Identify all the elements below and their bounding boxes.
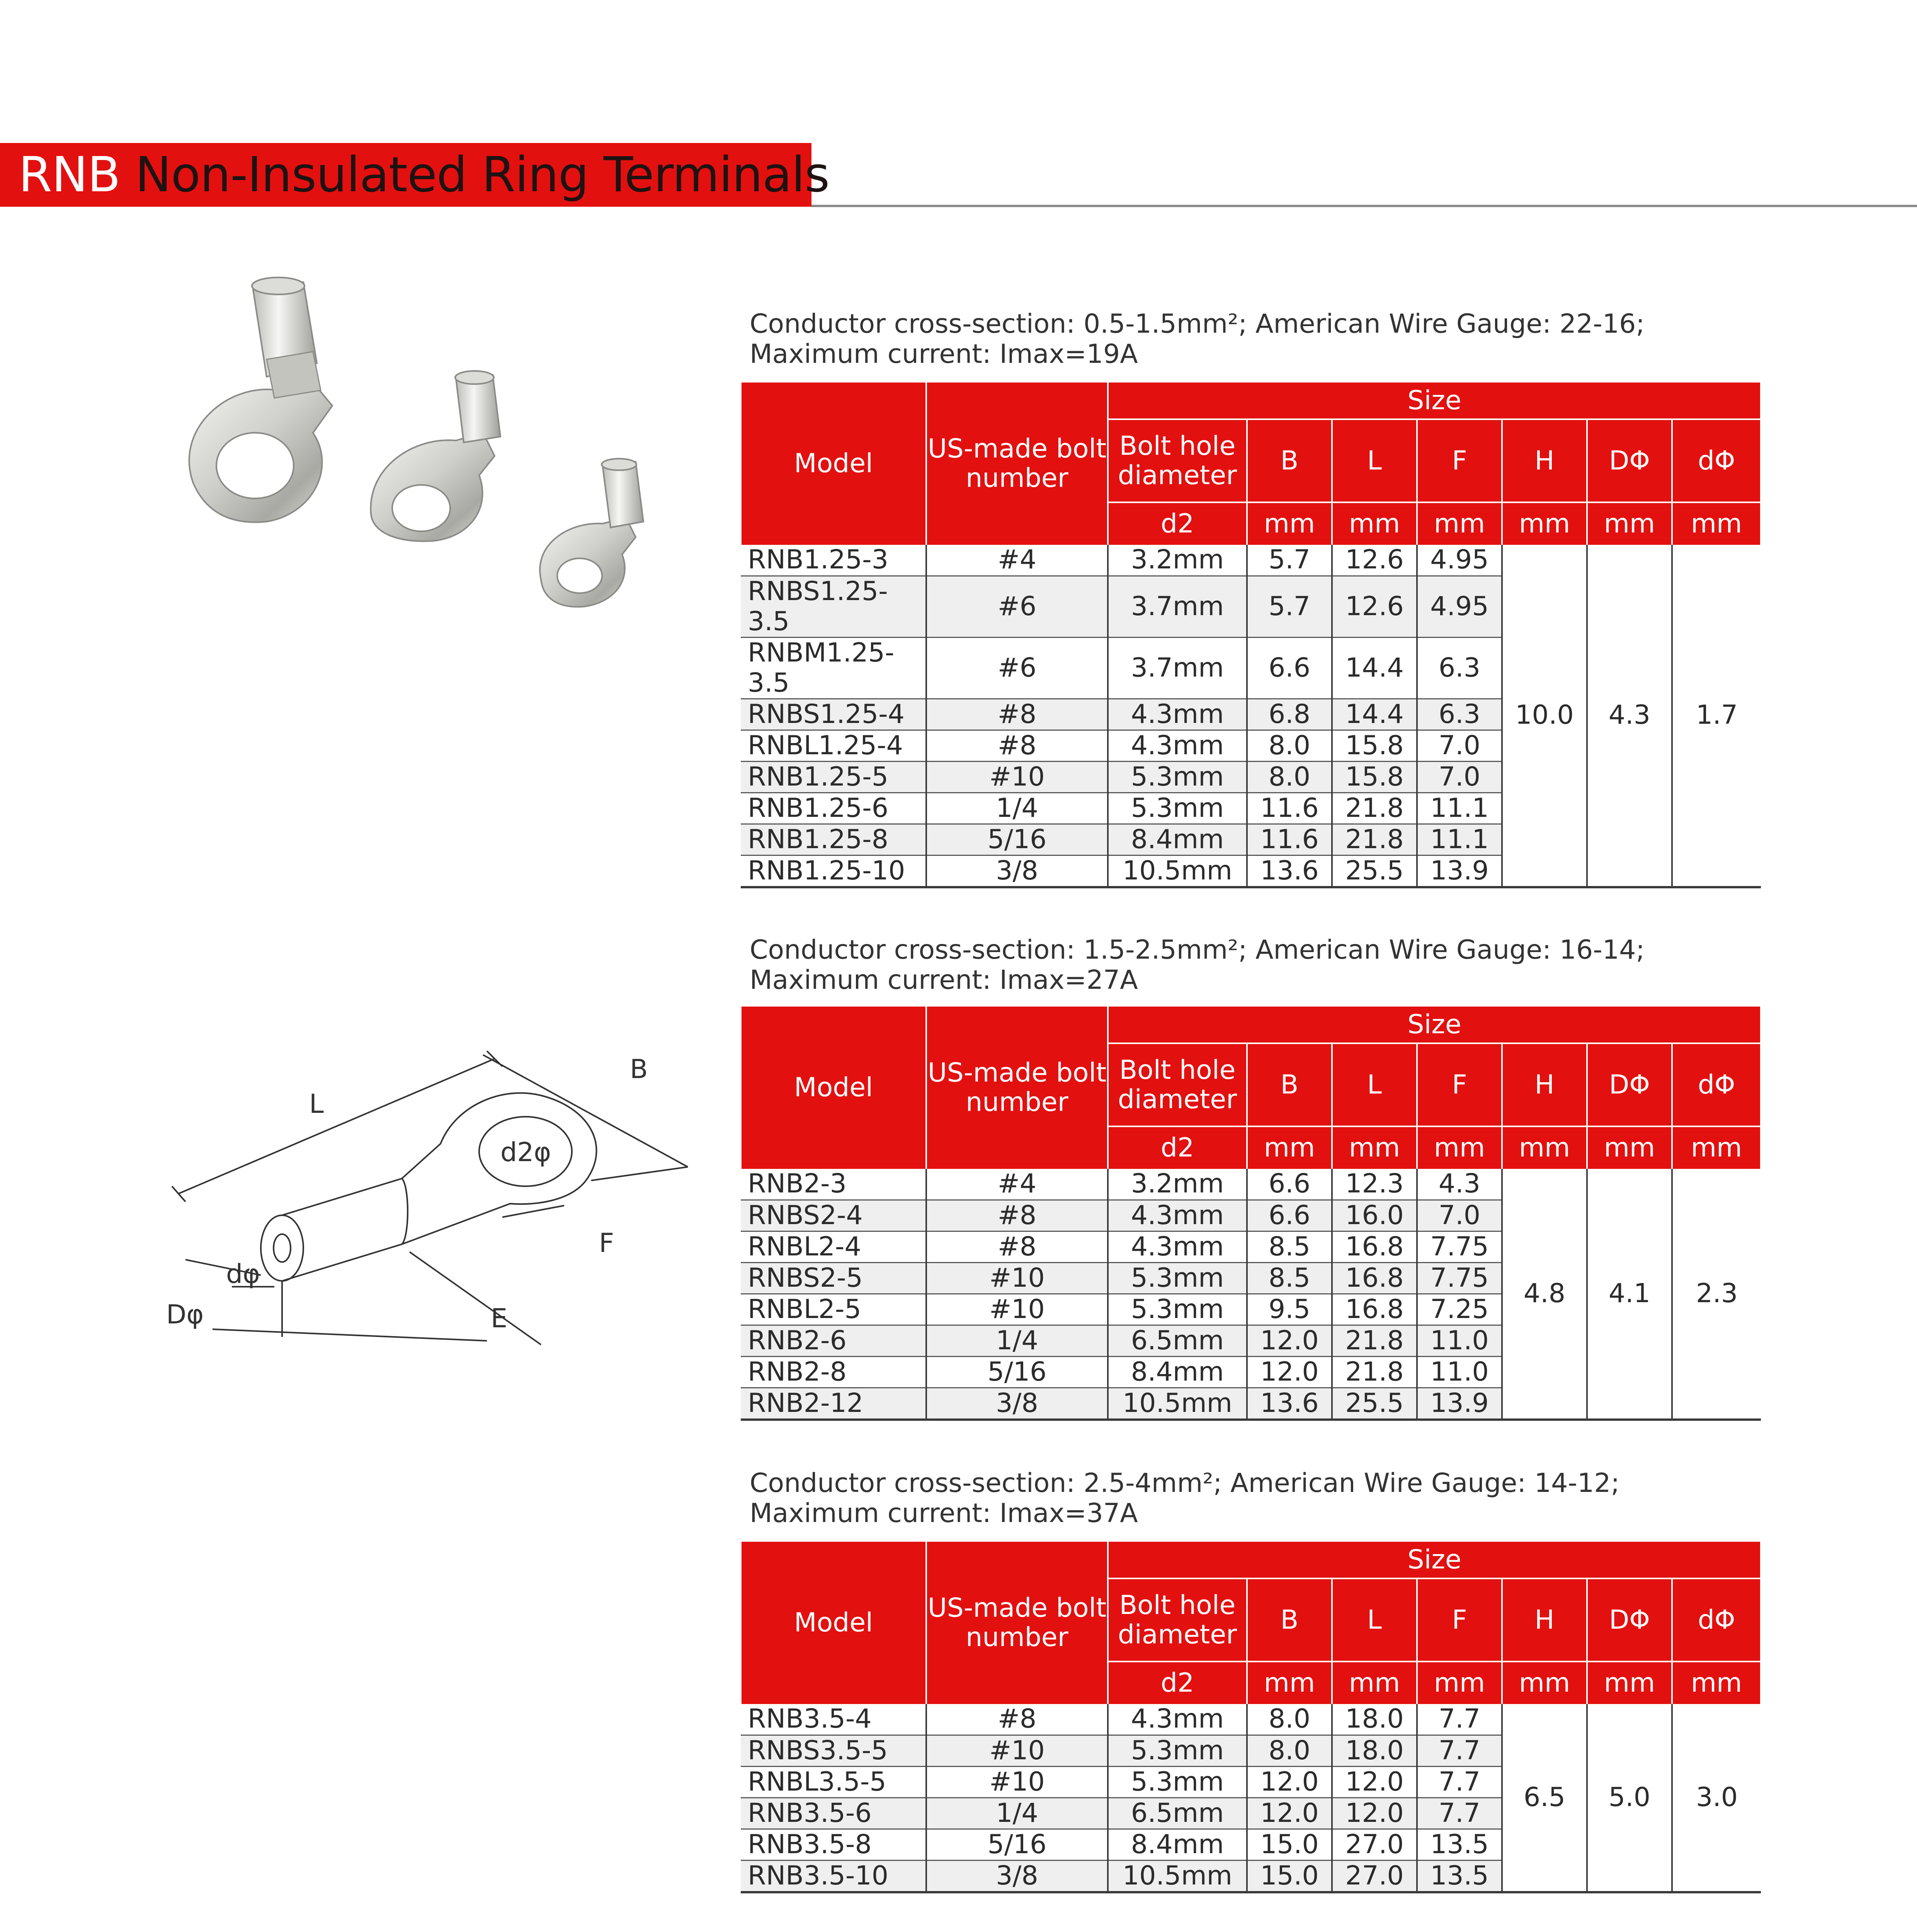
section-caption — [750, 1468, 1793, 1529]
cell-f: 4.3 — [1417, 1169, 1502, 1200]
cell-f: 7.75 — [1417, 1262, 1502, 1294]
cell-h-value: 6.5 — [1502, 1704, 1587, 1892]
col-header-l: L — [1332, 1043, 1417, 1126]
terminal-medium — [371, 371, 500, 541]
cell-model: RNB1.25-10 — [741, 855, 926, 887]
header-rule — [811, 205, 1917, 207]
cell-model: RNB2-6 — [741, 1325, 926, 1356]
cell-model: RNBS2-5 — [741, 1262, 926, 1294]
caption-line: Conductor cross-section: 1.5-2.5mm²; American Wire Gauge: 16-14; — [750, 935, 1645, 965]
col-header-bolt-hole: Bolt hole diameter — [1108, 419, 1247, 502]
cell-b: 12.0 — [1247, 1766, 1332, 1798]
cell-f: 7.7 — [1417, 1798, 1502, 1829]
cell-b: 8.5 — [1247, 1262, 1332, 1294]
col-header-unit: mm — [1502, 1662, 1587, 1704]
col-header-l: L — [1332, 1578, 1417, 1662]
cell-f: 13.5 — [1417, 1829, 1502, 1860]
cell-b: 13.6 — [1247, 1388, 1332, 1420]
col-header-d2: d2 — [1108, 1662, 1247, 1704]
cell-us-bolt: #8 — [926, 699, 1108, 730]
col-header-size: Size — [1108, 383, 1761, 419]
cell-d-value: 4.3 — [1587, 545, 1672, 887]
cell-bolt-hole: 5.3mm — [1108, 1735, 1247, 1766]
cell-bolt-hole: 5.3mm — [1108, 1766, 1247, 1798]
cell-us-bolt: 5/16 — [926, 1356, 1108, 1388]
cell-bolt-hole: 3.7mm — [1108, 576, 1247, 637]
cell-f: 11.1 — [1417, 824, 1502, 855]
col-header-d: dΦ — [1672, 419, 1761, 502]
col-header-d: DΦ — [1587, 1043, 1672, 1126]
cell-us-bolt: #10 — [926, 1766, 1108, 1798]
col-header-unit: mm — [1247, 1662, 1332, 1704]
cell-model: RNB3.5-10 — [741, 1860, 926, 1892]
cell-d-value: 5.0 — [1587, 1704, 1672, 1892]
cell-model: RNB1.25-8 — [741, 824, 926, 855]
col-header-size: Size — [1108, 1542, 1761, 1578]
label-d: dφ — [226, 1259, 260, 1289]
cell-b: 5.7 — [1247, 545, 1332, 576]
col-header-unit: mm — [1417, 502, 1502, 545]
brand-code: RNB — [19, 147, 121, 203]
col-header-unit: mm — [1332, 1662, 1417, 1704]
cell-bolt-hole: 6.5mm — [1108, 1325, 1247, 1356]
cell-model: RNB1.25-3 — [741, 545, 926, 576]
col-header-b: B — [1247, 1578, 1332, 1662]
cell-us-bolt: 1/4 — [926, 1325, 1108, 1356]
label-E: E — [491, 1303, 507, 1334]
col-header-unit: mm — [1672, 502, 1761, 545]
cell-bolt-hole: 10.5mm — [1108, 1860, 1247, 1892]
cell-b: 6.6 — [1247, 1169, 1332, 1200]
cell-us-bolt: #10 — [926, 761, 1108, 793]
caption-line: Conductor cross-section: 2.5-4mm²; American Wire Gauge: 14-12; — [750, 1468, 1620, 1498]
cell-bolt-hole: 5.3mm — [1108, 1294, 1247, 1325]
col-header-us-bolt: US-made bolt number — [926, 1542, 1108, 1704]
cell-model: RNB2-3 — [741, 1169, 926, 1200]
cell-b: 12.0 — [1247, 1798, 1332, 1829]
cell-d-value: 4.1 — [1587, 1169, 1672, 1420]
cell-l: 16.8 — [1332, 1231, 1417, 1262]
col-header-d2: d2 — [1108, 502, 1247, 545]
col-header-bolt-hole: Bolt hole diameter — [1108, 1578, 1247, 1662]
cell-model: RNBS1.25-3.5 — [741, 576, 926, 637]
cell-d-value: 3.0 — [1672, 1704, 1761, 1892]
cell-model: RNBM1.25-3.5 — [741, 637, 926, 699]
cell-b: 13.6 — [1247, 855, 1332, 887]
cell-f: 4.95 — [1417, 576, 1502, 637]
label-L: L — [309, 1089, 324, 1119]
cell-us-bolt: #4 — [926, 1169, 1108, 1200]
cell-b: 15.0 — [1247, 1860, 1332, 1892]
label-d2: d2φ — [500, 1137, 551, 1168]
cell-model: RNB2-12 — [741, 1388, 926, 1420]
cell-l: 16.8 — [1332, 1294, 1417, 1325]
cell-b: 12.0 — [1247, 1356, 1332, 1388]
cell-l: 12.3 — [1332, 1169, 1417, 1200]
cell-l: 21.8 — [1332, 793, 1417, 824]
cell-us-bolt: #10 — [926, 1262, 1108, 1294]
cell-l: 16.8 — [1332, 1262, 1417, 1294]
col-header-unit: mm — [1332, 502, 1417, 545]
cell-us-bolt: #6 — [926, 637, 1108, 699]
cell-f: 7.7 — [1417, 1704, 1502, 1735]
cell-bolt-hole: 6.5mm — [1108, 1798, 1247, 1829]
cell-f: 7.25 — [1417, 1294, 1502, 1325]
cell-d-value: 1.7 — [1672, 545, 1761, 887]
cell-model: RNB1.25-6 — [741, 793, 926, 824]
col-header-model: Model — [741, 383, 926, 545]
col-header-d: dΦ — [1672, 1578, 1761, 1662]
cell-f: 13.9 — [1417, 855, 1502, 887]
cell-us-bolt: 1/4 — [926, 1798, 1108, 1829]
cell-l: 14.4 — [1332, 699, 1417, 730]
cell-model: RNB1.25-5 — [741, 761, 926, 793]
cell-l: 15.8 — [1332, 761, 1417, 793]
col-header-unit: mm — [1587, 1126, 1672, 1169]
title-banner — [0, 143, 830, 207]
cell-us-bolt: #8 — [926, 730, 1108, 761]
cell-bolt-hole: 3.2mm — [1108, 545, 1247, 576]
cell-bolt-hole: 4.3mm — [1108, 730, 1247, 761]
col-header-h: H — [1502, 1043, 1587, 1126]
cell-model: RNBL1.25-4 — [741, 730, 926, 761]
col-header-model: Model — [741, 1542, 926, 1704]
cell-f: 11.0 — [1417, 1325, 1502, 1356]
cell-l: 21.8 — [1332, 1325, 1417, 1356]
label-D: Dφ — [166, 1299, 204, 1330]
col-header-h: H — [1502, 1578, 1587, 1662]
caption-line: Maximum current: Imax=37A — [750, 1498, 1138, 1529]
title-text: Non-Insulated Ring Terminals — [135, 147, 830, 203]
col-header-us-bolt: US-made bolt number — [926, 1007, 1108, 1169]
cell-f: 6.3 — [1417, 699, 1502, 730]
cell-us-bolt: #4 — [926, 545, 1108, 576]
caption-line: Maximum current: Imax=27A — [750, 965, 1138, 995]
col-header-unit: mm — [1417, 1126, 1502, 1169]
cell-f: 13.5 — [1417, 1860, 1502, 1892]
cell-f: 7.75 — [1417, 1231, 1502, 1262]
cell-l: 25.5 — [1332, 855, 1417, 887]
cell-l: 15.8 — [1332, 730, 1417, 761]
terminal-small — [540, 459, 643, 607]
cell-us-bolt: 5/16 — [926, 1829, 1108, 1860]
spec-table — [740, 1542, 1762, 1893]
col-header-d2: d2 — [1108, 1126, 1247, 1169]
cell-f: 7.7 — [1417, 1735, 1502, 1766]
cell-model: RNB3.5-6 — [741, 1798, 926, 1829]
cell-l: 12.6 — [1332, 576, 1417, 637]
cell-b: 8.0 — [1247, 730, 1332, 761]
cell-us-bolt: #10 — [926, 1735, 1108, 1766]
cell-model: RNB3.5-4 — [741, 1704, 926, 1735]
col-header-f: F — [1417, 1578, 1502, 1662]
cell-bolt-hole: 10.5mm — [1108, 855, 1247, 887]
col-header-size: Size — [1108, 1007, 1761, 1043]
col-header-unit: mm — [1587, 1662, 1672, 1704]
product-photo — [151, 267, 750, 711]
cell-f: 13.9 — [1417, 1388, 1502, 1420]
col-header-unit: mm — [1417, 1662, 1502, 1704]
cell-b: 15.0 — [1247, 1829, 1332, 1860]
cell-bolt-hole: 5.3mm — [1108, 793, 1247, 824]
cell-b: 5.7 — [1247, 576, 1332, 637]
cell-b: 8.0 — [1247, 761, 1332, 793]
table-row — [741, 1169, 1761, 1200]
col-header-us-bolt: US-made bolt number — [926, 383, 1108, 545]
cell-f: 7.0 — [1417, 730, 1502, 761]
cell-b: 12.0 — [1247, 1325, 1332, 1356]
cell-l: 21.8 — [1332, 824, 1417, 855]
table-row — [741, 1704, 1761, 1735]
col-header-unit: mm — [1502, 1126, 1587, 1169]
cell-us-bolt: 5/16 — [926, 824, 1108, 855]
section-caption — [750, 935, 1793, 995]
col-header-unit: mm — [1247, 502, 1332, 545]
col-header-unit: mm — [1502, 502, 1587, 545]
cell-us-bolt: #6 — [926, 576, 1108, 637]
cell-f: 7.7 — [1417, 1766, 1502, 1798]
cell-bolt-hole: 4.3mm — [1108, 699, 1247, 730]
cell-model: RNBL2-5 — [741, 1294, 926, 1325]
cell-l: 25.5 — [1332, 1388, 1417, 1420]
cell-l: 27.0 — [1332, 1829, 1417, 1860]
col-header-f: F — [1417, 419, 1502, 502]
cell-b: 11.6 — [1247, 793, 1332, 824]
col-header-d: DΦ — [1587, 419, 1672, 502]
cell-model: RNB3.5-8 — [741, 1829, 926, 1860]
label-F: F — [599, 1228, 614, 1259]
cell-us-bolt: 3/8 — [926, 1860, 1108, 1892]
spec-table — [740, 383, 1762, 888]
cell-l: 12.0 — [1332, 1798, 1417, 1829]
col-header-f: F — [1417, 1043, 1502, 1126]
terminal-large — [189, 277, 332, 522]
cell-us-bolt: #10 — [926, 1294, 1108, 1325]
cell-l: 18.0 — [1332, 1704, 1417, 1735]
col-header-b: B — [1247, 1043, 1332, 1126]
table-row — [741, 545, 1761, 576]
cell-d-value: 2.3 — [1672, 1169, 1761, 1420]
cell-bolt-hole: 3.7mm — [1108, 637, 1247, 699]
cell-bolt-hole: 4.3mm — [1108, 1704, 1247, 1735]
col-header-unit: mm — [1672, 1126, 1761, 1169]
cell-b: 6.8 — [1247, 699, 1332, 730]
cell-bolt-hole: 3.2mm — [1108, 1169, 1247, 1200]
cell-f: 4.95 — [1417, 545, 1502, 576]
label-B: B — [630, 1054, 648, 1085]
cell-bolt-hole: 4.3mm — [1108, 1200, 1247, 1231]
cell-bolt-hole: 5.3mm — [1108, 1262, 1247, 1294]
spec-table — [740, 1007, 1762, 1421]
cell-us-bolt: #8 — [926, 1200, 1108, 1231]
cell-model: RNBL3.5-5 — [741, 1766, 926, 1798]
cell-us-bolt: #8 — [926, 1704, 1108, 1735]
cell-b: 8.5 — [1247, 1231, 1332, 1262]
cell-model: RNBL2-4 — [741, 1231, 926, 1262]
cell-us-bolt: #8 — [926, 1231, 1108, 1262]
cell-f: 7.0 — [1417, 1200, 1502, 1231]
cell-f: 7.0 — [1417, 761, 1502, 793]
col-header-l: L — [1332, 419, 1417, 502]
cell-bolt-hole: 4.3mm — [1108, 1231, 1247, 1262]
cell-l: 12.6 — [1332, 545, 1417, 576]
cell-bolt-hole: 8.4mm — [1108, 1356, 1247, 1388]
col-header-unit: mm — [1247, 1126, 1332, 1169]
cell-h-value: 4.8 — [1502, 1169, 1587, 1420]
cell-bolt-hole: 8.4mm — [1108, 824, 1247, 855]
cell-f: 11.1 — [1417, 793, 1502, 824]
cell-model: RNB2-8 — [741, 1356, 926, 1388]
col-header-unit: mm — [1587, 502, 1672, 545]
dimension-diagram — [155, 1005, 715, 1352]
cell-bolt-hole: 10.5mm — [1108, 1388, 1247, 1420]
col-header-d: DΦ — [1587, 1578, 1672, 1662]
cell-us-bolt: 3/8 — [926, 1388, 1108, 1420]
cell-l: 14.4 — [1332, 637, 1417, 699]
col-header-b: B — [1247, 419, 1332, 502]
cell-b: 6.6 — [1247, 1200, 1332, 1231]
page-title — [19, 146, 829, 204]
cell-us-bolt: 3/8 — [926, 855, 1108, 887]
cell-f: 11.0 — [1417, 1356, 1502, 1388]
cell-l: 27.0 — [1332, 1860, 1417, 1892]
col-header-d: dΦ — [1672, 1043, 1761, 1126]
cell-b: 11.6 — [1247, 824, 1332, 855]
cell-b: 6.6 — [1247, 637, 1332, 699]
section-caption — [750, 309, 1793, 369]
cell-h-value: 10.0 — [1502, 545, 1587, 887]
cell-b: 8.0 — [1247, 1704, 1332, 1735]
col-header-bolt-hole: Bolt hole diameter — [1108, 1043, 1247, 1126]
cell-bolt-hole: 5.3mm — [1108, 761, 1247, 793]
col-header-h: H — [1502, 419, 1587, 502]
cell-l: 21.8 — [1332, 1356, 1417, 1388]
cell-model: RNBS3.5-5 — [741, 1735, 926, 1766]
col-header-model: Model — [741, 1007, 926, 1169]
col-header-unit: mm — [1332, 1126, 1417, 1169]
cell-us-bolt: 1/4 — [926, 793, 1108, 824]
col-header-unit: mm — [1672, 1662, 1761, 1704]
cell-f: 6.3 — [1417, 637, 1502, 699]
cell-b: 9.5 — [1247, 1294, 1332, 1325]
caption-line: Conductor cross-section: 0.5-1.5mm²; American Wire Gauge: 22-16; — [750, 309, 1645, 339]
cell-l: 12.0 — [1332, 1766, 1417, 1798]
cell-model: RNBS2-4 — [741, 1200, 926, 1231]
cell-l: 16.0 — [1332, 1200, 1417, 1231]
cell-l: 18.0 — [1332, 1735, 1417, 1766]
cell-b: 8.0 — [1247, 1735, 1332, 1766]
caption-line: Maximum current: Imax=19A — [750, 339, 1138, 369]
cell-model: RNBS1.25-4 — [741, 699, 926, 730]
cell-bolt-hole: 8.4mm — [1108, 1829, 1247, 1860]
